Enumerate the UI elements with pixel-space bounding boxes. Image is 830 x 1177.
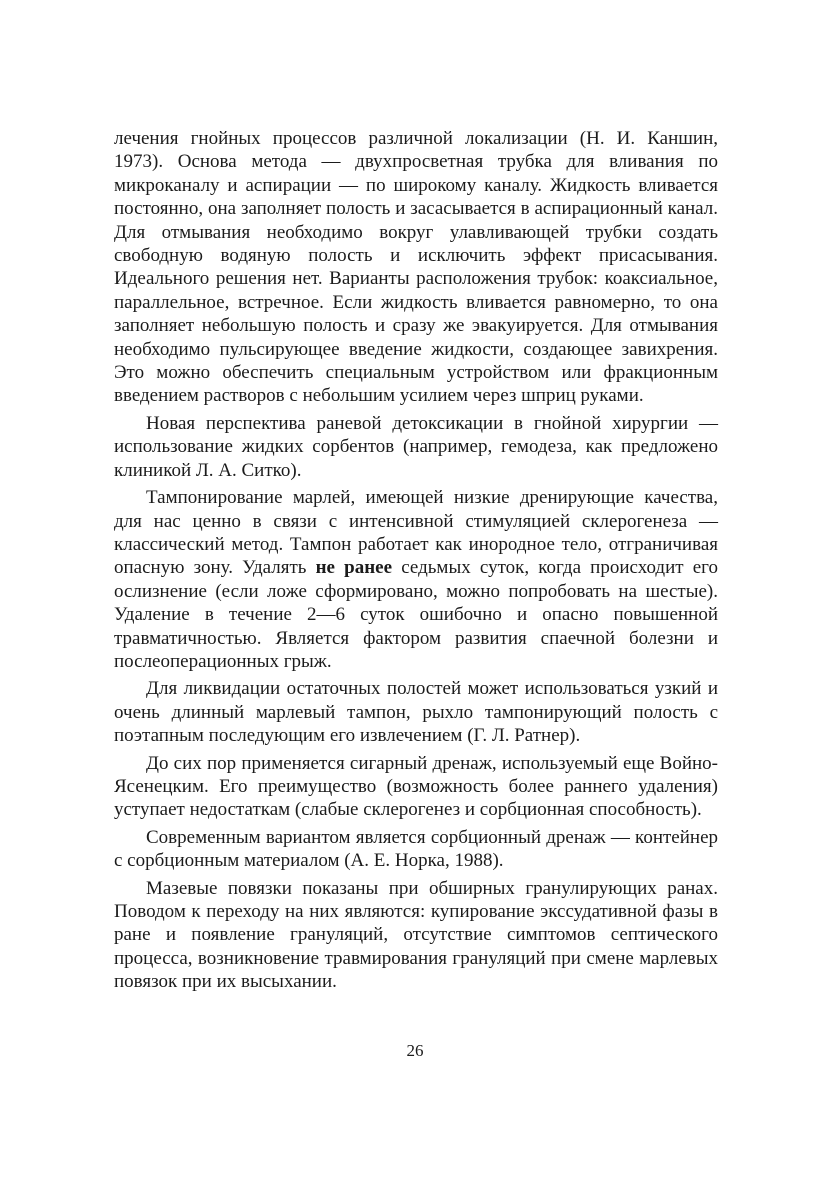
paragraph-text: лечения гнойных процессов различной локализации (Н. И. Каншин, 1973). Основа метода — двухпросветная трубка для вливания по микроканалу и аспирации — по широкому каналу. Жидкость вливается постоянно, она заполняет полость и засасывается в аспирационный канал. Для отмывания необходимо вокруг улавливающей трубки создать свободную водяную полость и исключить эффект присасывания. Идеального решения нет. Варианты расположения трубок: коаксиальное, параллельное, встречное. Если жидкость вливается равномерно, то она заполняет небольшую полость и сразу же эвакуируется. Для отмывания необходимо пульсирующее введение жидкости, создающее завихрения. Это можно обеспечить специальным устройством или фракционным введением растворов с небольшим усилием через шприц руками. (114, 128, 718, 407)
paragraph-text: Современным вариантом является сорбционный дренаж — контейнер с сорбционным материалом (А. Е. Норка, 1988). (114, 826, 718, 872)
paragraph-text: седьмых суток, когда происходит его ослизнение (если ложе сформировано, можно попробовать на шестые). Удаление в течение 2—6 суток ошибочно и опасно повышенной травматичностью. Является фактором развития спаечной болезни и послеоперационных грыж. (114, 557, 719, 672)
paragraph-text: Для ликвидации остаточных полостей может использоваться узкий и очень длинный марлевый тампон, рыхло тампонирующий полость с поэтапным последующим его извлечением (Г. Л. Ратнер). (114, 678, 718, 747)
paragraph-text: До сих пор применяется сигарный дренаж, используемый еще Войно-Ясенецким. Его преимущество (возможность более раннего удаления) уступает недостаткам (слабые склерогенез и сорбционная способность). (114, 752, 718, 821)
page-number: 26 (406, 1041, 424, 1060)
paragraph (114, 412, 718, 482)
paragraph-text: Новая перспектива раневой детоксикации в гнойной хирургии — использование жидких сорбентов (например, гемодеза, как предложено клиникой Л. А. Ситко). (114, 412, 718, 481)
paragraph (114, 677, 718, 747)
paragraph (114, 127, 718, 408)
document-body (114, 127, 718, 998)
paragraph-text: Мазевые повязки показаны при обширных гранулирующих ранах. Поводом к переходу на них являются: купирование экссудативной фазы в ране и появление грануляций, отсутствие симптомов септического процесса, возникновение травмирования грануляций при смене марлевых повязок при их высыхании. (114, 877, 718, 993)
paragraph-text: Тампонирование марлей, имеющей низкие дренирующие качества, для нас ценно в связи с интенсивной стимуляцией склерогенеза — классический метод. Тампон работает как инородное тело, отграничивая опасную зону. Удалять (114, 487, 718, 579)
emphasized-text: не ранее (315, 557, 393, 579)
paragraph (114, 826, 718, 873)
paragraph (114, 486, 718, 673)
paragraph (114, 752, 718, 822)
paragraph (114, 877, 718, 994)
